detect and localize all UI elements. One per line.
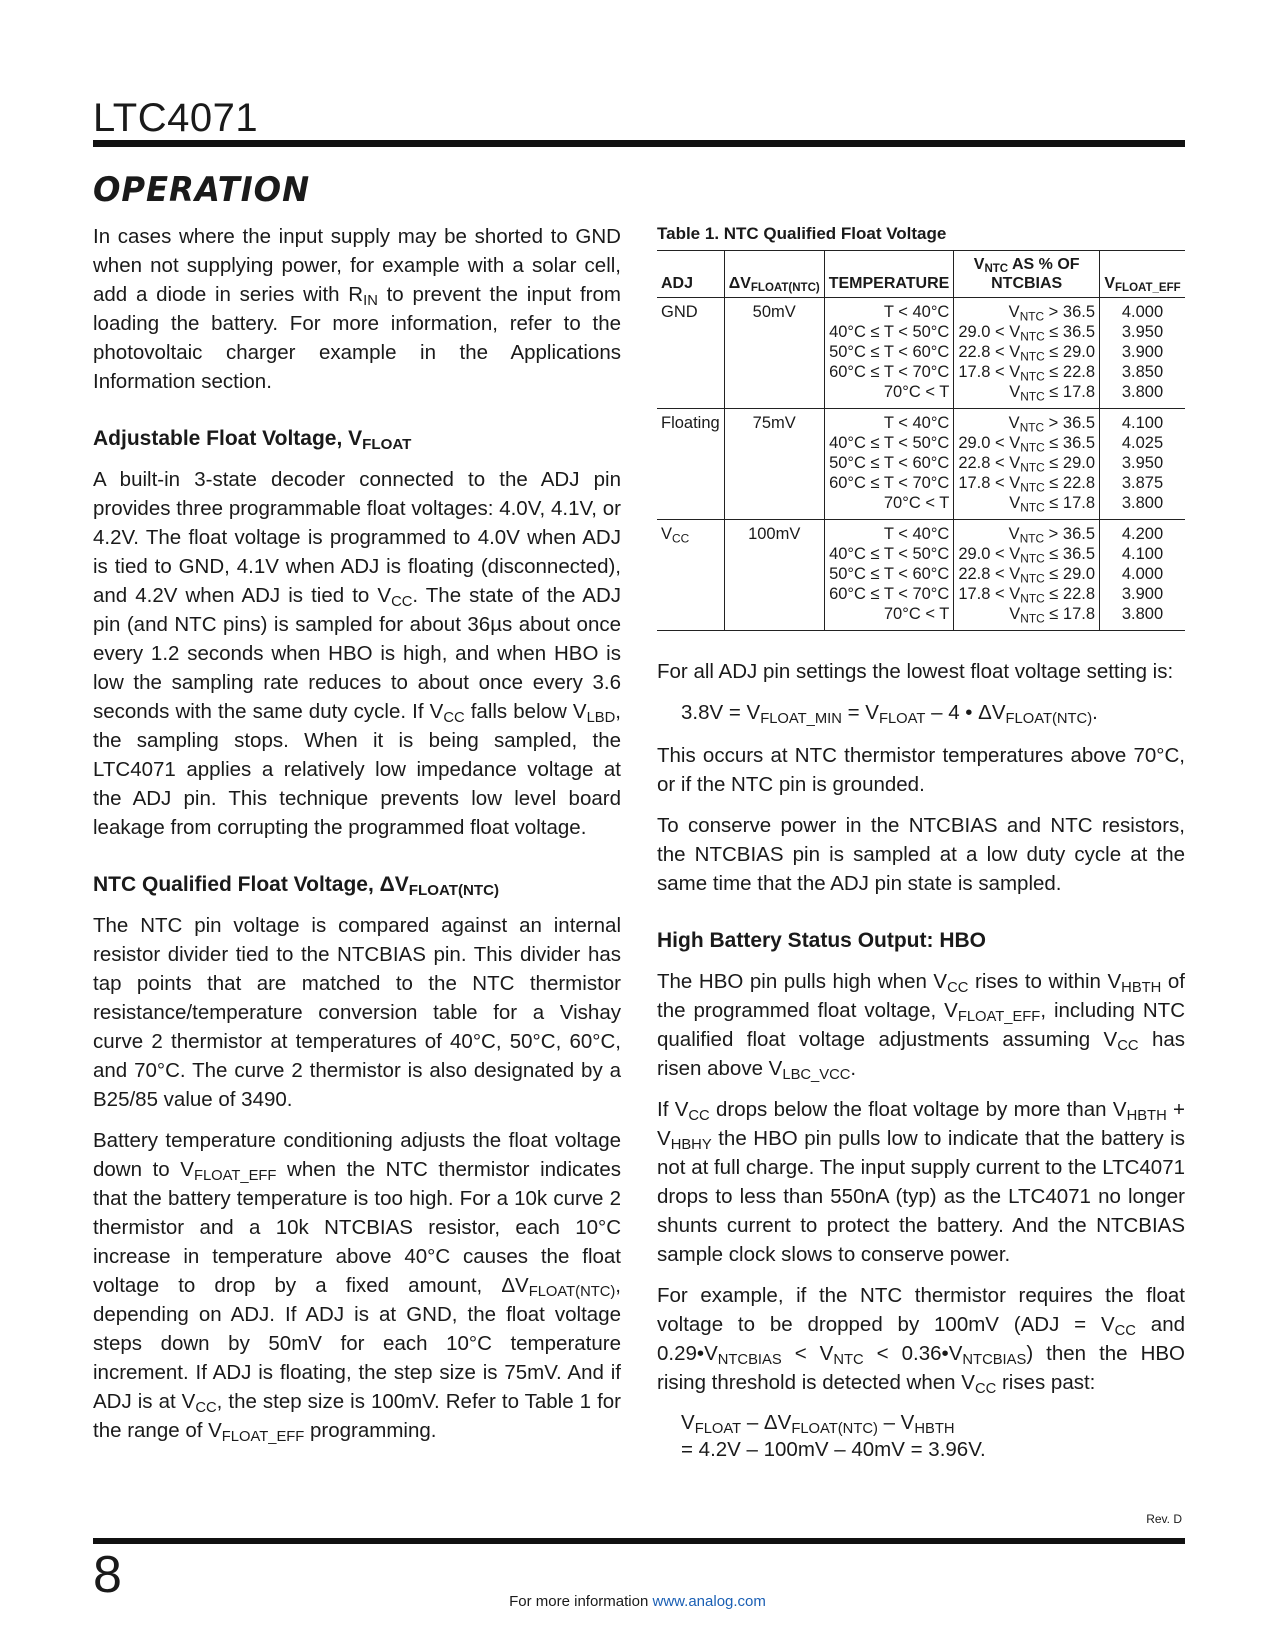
hbo-paragraph-2: If $V_{CC}$ drops below the float voltage by more than $V_{HBTH} + V_{HBHY}$ the HBO pin pulls low to indicate that the battery is not at full charge. The input supply current to the LTC4071 drops to less than 550nA (typ) as the LTC4071 no longer shunts current to protect the battery. And the NTCBIAS sample clock slows to conserve power.	[657, 1098, 1186, 1266]
cell-vfloat-eff: 4.100 4.025 3.950 3.875 3.800	[1100, 409, 1185, 520]
cell-dv: 50mV	[724, 298, 824, 409]
header-vfloat-eff: $V_{FLOAT\_EFF}$	[1100, 251, 1185, 298]
header-adj: ADJ	[657, 251, 724, 298]
example-paragraph: For example, if the NTC thermistor requires the float voltage to be dropped by 100mV ($ADJ = V_{CC}$ and $0.29•V_{NTCBIAS} < V_{NTC}$ < $0.36•V_{NTCBIAS}$) then the HBO rising threshold is detected when $V_{CC}$ rises past:	[657, 1284, 1185, 1398]
lowest-float-paragraph: For all ADJ pin settings the lowest float voltage setting is:	[657, 660, 1174, 683]
cell-vfloat-eff: 4.200 4.100 4.000 3.900 3.800	[1100, 520, 1185, 631]
cell-dv: 100mV	[724, 520, 824, 631]
ntc-paragraph-1: The NTC pin voltage is compared against an internal resistor divider tied to the NTCBIAS pin. This divider has tap points that are matched to the NTC thermistor resistance/temperature conversion table for a Vishay curve 2 thermistor at temperatures of 40°C, 50°C, 60°C, and 70°C. The curve 2 thermistor is also designated by a B25/85 value of 3490.	[93, 914, 621, 1111]
right-column	[657, 222, 1185, 1463]
cell-temperature: T < 40°C 40°C ≤ T < 50°C 50°C ≤ T < 60°C 60°C ≤ T < 70°C 70°C < T	[824, 409, 954, 520]
table-row-gnd	[657, 298, 1185, 409]
ntc-paragraph-2: Battery temperature conditioning adjusts the float voltage down to $V_{FLOAT\_EFF}$ when the NTC thermistor indicates that the battery temperature is too high. For a 10k curve 2 thermistor and a 10k NTCBIAS resistor, each 10°C increase in temperature above 40°C causes the float voltage to drop by a fixed amount, $\Delta V_{FLOAT(NTC)}$, depending on ADJ. If ADJ is at GND, the float voltage steps down by 50mV for each 10°C temperature increment. If ADJ is floating, the step size is 75mV. And if ADJ is at $V_{CC}$, the step size is 100mV. Refer to Table 1 for the range of $V_{FLOAT\_EFF}$ programming.	[93, 1129, 621, 1446]
part-number: LTC4071	[93, 96, 259, 140]
ntc-float-table	[657, 250, 1185, 631]
footer-more-info: For more information www.analog.com	[509, 1593, 766, 1610]
table-row-floating	[657, 409, 1185, 520]
cell-vntc: $V_{NTC} > 36.5$ $29.0 < V_{NTC} \le 36.5$ $22.8 < V_{NTC} \le 29.0$ $17.8 < V_{NTC} \le 22.8$ $V_{NTC} \le 17.8$	[954, 409, 1100, 520]
ntc-heading: NTC Qualified Float Voltage, $\Delta V_{FLOAT(NTC)}$	[93, 873, 500, 900]
cell-temperature: T < 40°C 40°C ≤ T < 50°C 50°C ≤ T < 60°C 60°C ≤ T < 70°C 70°C < T	[824, 520, 954, 631]
hbo-paragraph-1: The HBO pin pulls high when $V_{CC}$ rises to within $V_{HBTH}$ of the programmed float voltage, $V_{FLOAT\_EFF}$, including NTC qualified float voltage adjustments assuming $V_{CC}$ has risen above $V_{LBC\_VCC}$.	[657, 970, 1185, 1084]
cell-vntc: $V_{NTC} > 36.5$ $29.0 < V_{NTC} \le 36.5$ $22.8 < V_{NTC} \le 29.0$ $17.8 < V_{NTC} \le 22.8$ $V_{NTC} \le 17.8$	[954, 298, 1100, 409]
intro-paragraph: In cases where the input supply may be shorted to GND when not supplying power, for example with a solar cell, add a diode in series with $R_{IN}$ to prevent the input from loading the battery. For more information, refer to the photovoltaic charger example in the Applications Information section.	[93, 225, 621, 393]
table-caption: Table 1. NTC Qualified Float Voltage	[657, 224, 947, 243]
conserve-paragraph: To conserve power in the NTCBIAS and NTC resistors, the NTCBIAS pin is sampled at a low duty cycle at the same time that the ADJ pin state is sampled.	[657, 814, 1185, 895]
analog-link[interactable]: www.analog.com	[652, 1593, 766, 1610]
revision-label: Rev. D	[1146, 1512, 1182, 1526]
section-title: OPERATION	[93, 170, 311, 210]
left-column	[93, 222, 621, 1457]
table-row-vcc	[657, 520, 1185, 631]
equation-min-float: $3.8V = V_{FLOAT\_MIN} = V_{FLOAT} - 4$ • $\Delta V_{FLOAT(NTC)}$.	[681, 701, 1098, 728]
page-number: 8	[93, 1546, 122, 1604]
adj-heading: Adjustable Float Voltage, $V_{FLOAT}$	[93, 427, 412, 454]
cell-dv: 75mV	[724, 409, 824, 520]
cell-vfloat-eff: 4.000 3.950 3.900 3.850 3.800	[1100, 298, 1185, 409]
header-temperature: TEMPERATURE	[824, 251, 954, 298]
cell-adj: Floating	[657, 409, 724, 520]
header-vntc: $V_{NTC}$ AS % OF NTCBIAS	[954, 251, 1100, 298]
header-rule	[93, 140, 1185, 147]
cell-temperature: T < 40°C 40°C ≤ T < 50°C 50°C ≤ T < 60°C 60°C ≤ T < 70°C 70°C < T	[824, 298, 954, 409]
cell-adj: $V_{CC}$	[657, 520, 724, 631]
occurs-paragraph: This occurs at NTC thermistor temperatures above 70°C, or if the NTC pin is grounded.	[657, 744, 1185, 796]
cell-adj: GND	[657, 298, 724, 409]
header-dv: $\Delta V_{FLOAT(NTC)}$	[724, 251, 824, 298]
hbo-heading: High Battery Status Output: HBO	[657, 929, 986, 952]
equation-hbo-threshold: $V_{FLOAT} - \Delta V_{FLOAT(NTC)} - V_{HBTH}$ = 4.2V – 100mV – 40mV = 3.96V.	[681, 1411, 986, 1461]
cell-vntc: $V_{NTC} > 36.5$ $29.0 < V_{NTC} \le 36.5$ $22.8 < V_{NTC} \le 29.0$ $17.8 < V_{NTC} \le 22.8$ $V_{NTC} \le 17.8$	[954, 520, 1100, 631]
adj-paragraph: A built-in 3-state decoder connected to the ADJ pin provides three programmable float voltages: 4.0V, 4.1V, or 4.2V. The float voltage is programmed to 4.0V when ADJ is tied to GND, 4.1V when ADJ is floating (disconnected), and 4.2V when ADJ is tied to $V_{CC}$. The state of the ADJ pin (and NTC pins) is sampled for about 36µs about once every 1.2 seconds when HBO is high, and when HBO is low the sampling rate reduces to about once every 3.6 seconds with the same duty cycle. If $V_{CC}$ falls below $V_{LBD}$, the sampling stops. When it is being sampled, the LTC4071 applies a relatively low impedance voltage at the ADJ pin. This technique prevents low level board leakage from corrupting the programmed float voltage.	[93, 468, 622, 839]
footer-rule	[93, 1538, 1185, 1544]
